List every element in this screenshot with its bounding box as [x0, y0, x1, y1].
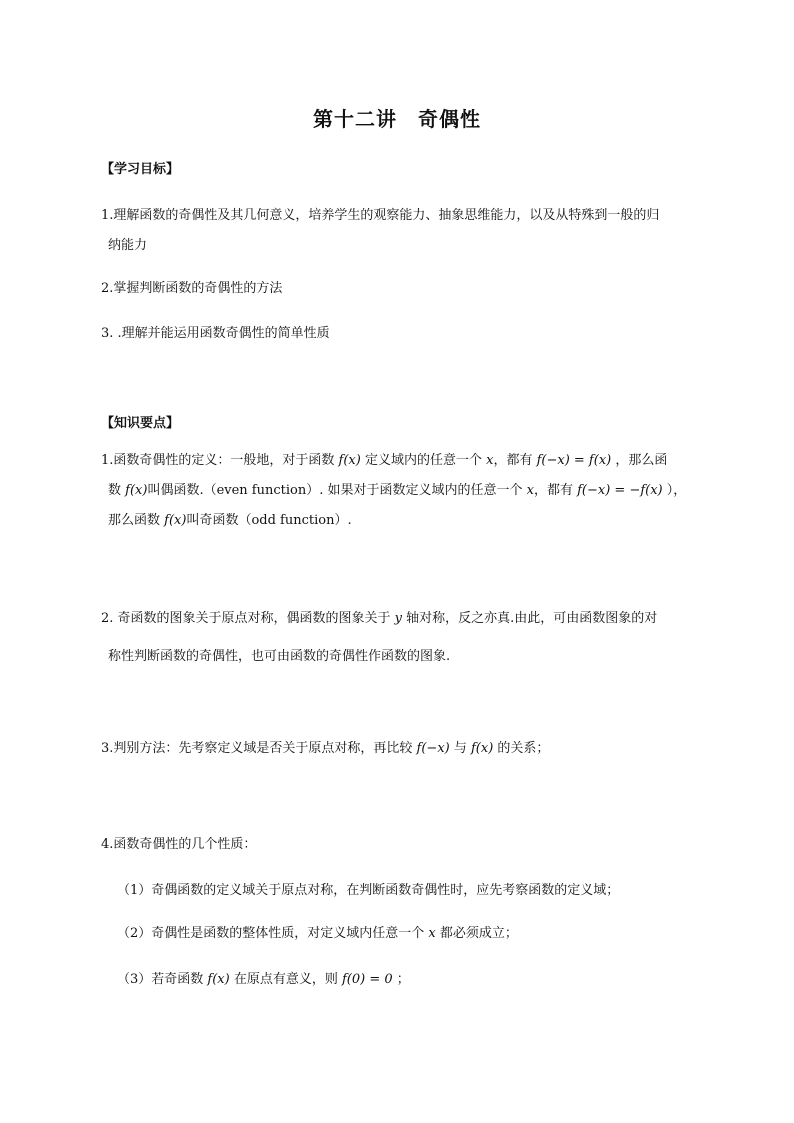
properties-heading: 4.函数奇偶性的几个性质：: [101, 837, 257, 852]
objective-item-1-line-1: 1.理解函数的奇偶性及其几何意义，培养学生的观察能力、抽象思维能力，以及从特殊到一般的归: [101, 208, 660, 223]
text-span: ；: [392, 972, 410, 987]
text-span: 的关系；: [493, 741, 550, 756]
math-y: y: [394, 611, 403, 626]
objectives-heading: 【学习目标】: [101, 162, 180, 177]
property-1: （1）奇偶函数的定义域关于原点对称，在判断函数奇偶性时，应先考察函数的定义域；: [117, 883, 620, 898]
math-x: x: [526, 483, 534, 498]
method-line: [101, 737, 549, 756]
text-span: 叫偶函数.（even function）. 如果对于函数定义域内的任意一个: [147, 483, 527, 498]
page-title: 第十二讲 奇偶性: [313, 107, 481, 131]
text-span: ，都有: [493, 453, 537, 468]
text-span: 轴对称，反之亦真.由此，可由函数图象的对: [402, 611, 658, 626]
text-span: ），: [662, 483, 687, 498]
text-span: ，都有: [533, 483, 578, 498]
math-fx: f(x): [207, 972, 230, 987]
math-fx: f(x): [338, 453, 361, 468]
definition-line-3: [108, 509, 352, 528]
math-f-zero-equation: f(0) = 0: [341, 972, 393, 987]
text-span: 数: [108, 483, 126, 498]
text-span: 那么函数: [108, 513, 165, 528]
symmetry-line-2: 称性判断函数的奇偶性，也可由函数的奇偶性作函数的图象.: [108, 649, 451, 664]
text-span: 都必须成立；: [435, 926, 518, 941]
text-span: 定义域内的任意一个: [360, 453, 487, 468]
text-span: 2. 奇函数的图象关于原点对称，偶函数的图象关于: [101, 611, 395, 626]
math-f-neg-x: f(−x): [416, 741, 450, 756]
text-span: （3）若奇函数: [117, 972, 208, 987]
text-span: 在原点有意义，则: [229, 972, 342, 987]
text-span: 与: [449, 741, 471, 756]
text-span: 1.函数奇偶性的定义：一般地，对于函数: [101, 453, 339, 468]
math-fx: f(x): [471, 741, 494, 756]
text-span: 3.判别方法：先考察定义域是否关于原点对称，再比较: [101, 741, 417, 756]
definition-line-1: [101, 449, 667, 468]
math-fx: f(x): [164, 513, 187, 528]
objective-item-1-line-2: 纳能力: [108, 238, 148, 253]
text-span: （2）奇偶性是函数的整体性质，对定义域内任意一个: [117, 926, 429, 941]
property-3: [117, 968, 410, 987]
math-x: x: [486, 453, 494, 468]
math-even-equation: f(−x) = f(x): [536, 453, 612, 468]
knowledge-heading: 【知识要点】: [101, 416, 180, 431]
objective-item-2: 2.掌握判断函数的奇偶性的方法: [101, 281, 283, 296]
definition-line-2: [108, 479, 686, 498]
text-span: ，那么函: [611, 453, 668, 468]
math-odd-equation: f(−x) = −f(x): [577, 483, 663, 498]
objective-item-3: 3. .理解并能运用函数奇偶性的简单性质: [101, 326, 330, 341]
property-2: [117, 922, 518, 941]
math-fx: f(x): [125, 483, 148, 498]
text-span: 叫奇函数（odd function）.: [186, 513, 352, 528]
symmetry-line-1: [101, 607, 657, 626]
math-x: x: [428, 926, 436, 941]
